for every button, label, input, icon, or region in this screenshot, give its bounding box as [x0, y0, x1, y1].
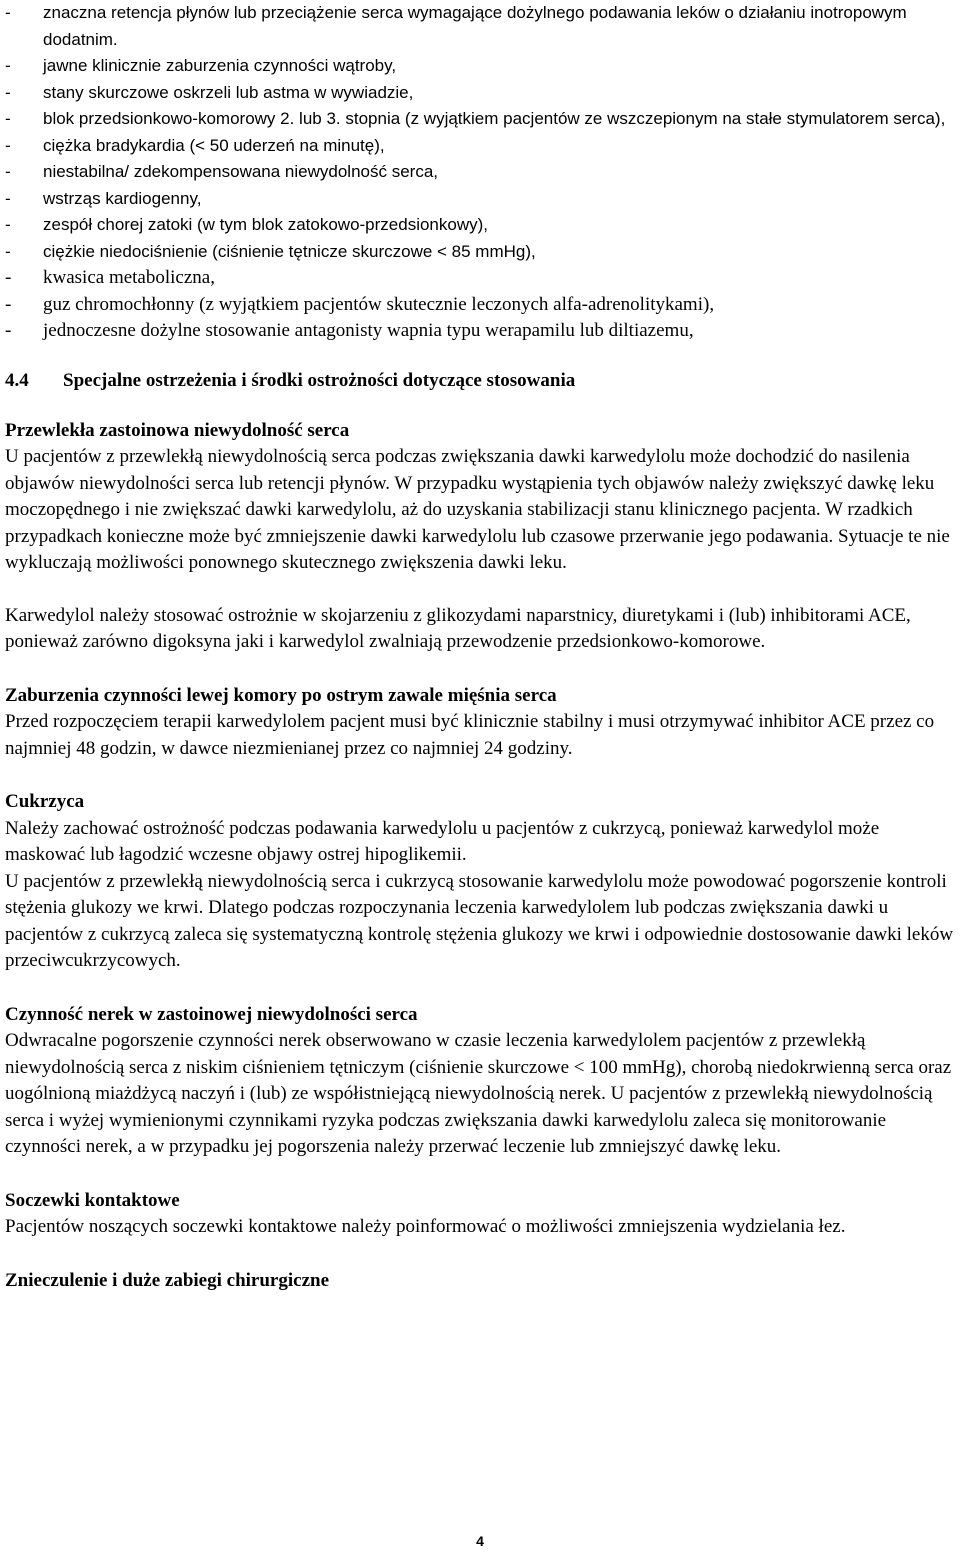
list-dash: - [5, 109, 11, 128]
document-page [5, 0, 955, 1294]
list-item [5, 265, 955, 292]
list-item [5, 159, 955, 186]
list-item-text: ciężkie niedociśnienie (ciśnienie tętnicze skurczowe < 85 mmHg), [43, 241, 536, 261]
list-dash: - [5, 188, 11, 208]
list-item-text: zespół chorej zatoki (w tym blok zatokowo-przedsionkowy), [43, 215, 489, 234]
list-item [5, 53, 955, 80]
paragraph-chf-combination: Karwedylol należy stosować ostrożnie w skojarzeniu z glikozydami naparstnicy, diuretykami i (lub) inhibitorami ACE, ponieważ zarówno digoksyna jaki i karwedylol zwalniają przewodzenie przedsionkowo-komorowe. [5, 604, 911, 652]
section-heading [5, 368, 955, 394]
list-item [5, 133, 955, 160]
list-item-text: stany skurczowe oskrzeli lub astma w wywiadzie, [43, 82, 414, 102]
heading-chronic-heart-failure: Przewlekła zastoinowa niewydolność serca [5, 419, 350, 441]
contraindication-list [5, 0, 955, 345]
list-item [5, 318, 955, 345]
heading-diabetes: Cukrzyca [5, 791, 85, 812]
paragraph-contact-lenses: Pacjentów noszących soczewki kontaktowe należy poinformować o możliwości zmniejszenia wydzielania łez. [5, 1216, 846, 1237]
list-dash: - [5, 3, 11, 22]
list-item [5, 239, 955, 266]
list-item [5, 80, 955, 107]
paragraph-left-ventricular-dysfunction: Przed rozpoczęciem terapii karwedylolem pacjent musi być klinicznie stabilny i musi otrzymywać inhibitor ACE przez co najmniej 48 godzin, w dawce niezmienianej przez co najmniej 24 godziny. [5, 711, 935, 759]
list-item-text: ciężka bradykardia (< 50 uderzeń na minutę), [43, 135, 385, 155]
heading-renal-function: Czynność nerek w zastoinowej niewydolności serca [5, 1003, 418, 1025]
section-number: 4.4 [5, 369, 29, 391]
list-dash: - [5, 162, 11, 181]
list-dash: - [5, 56, 11, 75]
list-dash: - [5, 241, 11, 261]
heading-contact-lenses: Soczewki kontaktowe [5, 1189, 180, 1211]
paragraph-renal-function: Odwracalne pogorszenie czynności nerek obserwowano w czasie leczenia karwedylolem pacjentów z przewlekłą niewydolnością serca z niskim ciśnieniem tętniczym (ciśnienie skurczowe < 100 mmHg), chorobą niedokrwienną serca oraz uogólnioną miażdżycą naczyń i (lub) ze współistniejącą niewydolnością nerek. U pacjentów z przewlekłą niewydolnością serca i wyżej wymienionymi czynnikami ryzyka podczas zwiększania dawki karwedylolu zaleca się monitorowanie czynności nerek, a w przypadku jej pogorszenia należy przerwać leczenie lub zmniejszyć dawkę leku. [5, 1030, 952, 1157]
paragraph-chf-dose-titration: U pacjentów z przewlekłą niewydolnością serca podczas zwiększania dawki karwedylolu może dochodzić do nasilenia objawów niewydolności serca lub retencji płynów. W przypadku wystąpienia tych objawów należy zwiększyć dawkę leku moczopędnego i nie zwiększać dawki karwedylolu, aż do uzyskania stabilizacji stanu klinicznego pacjenta. W rzadkich przypadkach konieczne może być zmniejszenie dawki karwedylolu lub czasowe przerwanie jego podawania. Sytuacje te nie wykluczają możliwości ponownego skutecznego zwiększenia dawki leku. [5, 446, 950, 573]
list-item-text: kwasica metaboliczna, [43, 267, 215, 288]
paragraph-diabetes-hypoglycemia: Należy zachować ostrożność podczas podawania karwedylolu u pacjentów z cukrzycą, ponieważ karwedylol może maskować lub łagodzić wczesne objawy ostrej hipoglikemii. [5, 817, 880, 865]
list-item [5, 106, 955, 133]
list-item-text: jawne klinicznie zaburzenia czynności wątroby, [43, 56, 397, 75]
heading-left-ventricular-dysfunction: Zaburzenia czynności lewej komory po ostrym zawale mięśnia serca [5, 684, 557, 706]
list-item [5, 292, 955, 319]
list-dash: - [5, 320, 12, 341]
list-item-text: znaczna retencja płynów lub przeciążenie serca wymagające dożylnego podawania leków o działaniu inotropowym dodatnim. [43, 3, 907, 49]
list-item-text: niestabilna/ zdekompensowana niewydolność serca, [43, 162, 439, 181]
list-dash: - [5, 135, 11, 155]
list-dash: - [5, 267, 12, 288]
list-item-text: jednoczesne dożylne stosowanie antagonisty wapnia typu werapamilu lub diltiazemu, [43, 320, 694, 341]
heading-anaesthesia-surgery: Znieczulenie i duże zabiegi chirurgiczne [5, 1269, 330, 1291]
list-item [5, 212, 955, 239]
list-item-text: blok przedsionkowo-komorowy 2. lub 3. stopnia (z wyjątkiem pacjentów ze wszczepionym na stałe stymulatorem serca), [43, 109, 946, 128]
section-title: Specjalne ostrzeżenia i środki ostrożności dotyczące stosowania [63, 369, 576, 391]
list-dash: - [5, 82, 11, 102]
page-number: 4 [476, 1533, 484, 1549]
list-item-text: guz chromochłonny (z wyjątkiem pacjentów skutecznie leczonych alfa-adrenolitykami), [43, 293, 715, 315]
paragraph-diabetes-glucose-control: U pacjentów z przewlekłą niewydolnością serca i cukrzycą stosowanie karwedylolu może powodować pogorszenie kontroli stężenia glukozy we krwi. Dlatego podczas rozpoczynania leczenia karwedylolem lub podczas zwiększania dawki u pacjentów z cukrzycą zaleca się systematyczną kontrolę stężenia glukozy we krwi i odpowiednie dostosowanie dawki leków przeciwcukrzycowych. [5, 870, 954, 971]
list-dash: - [5, 293, 12, 315]
list-item [5, 0, 955, 53]
list-item [5, 186, 955, 213]
list-item-text: wstrząs kardiogenny, [43, 188, 202, 208]
list-dash: - [5, 215, 11, 234]
